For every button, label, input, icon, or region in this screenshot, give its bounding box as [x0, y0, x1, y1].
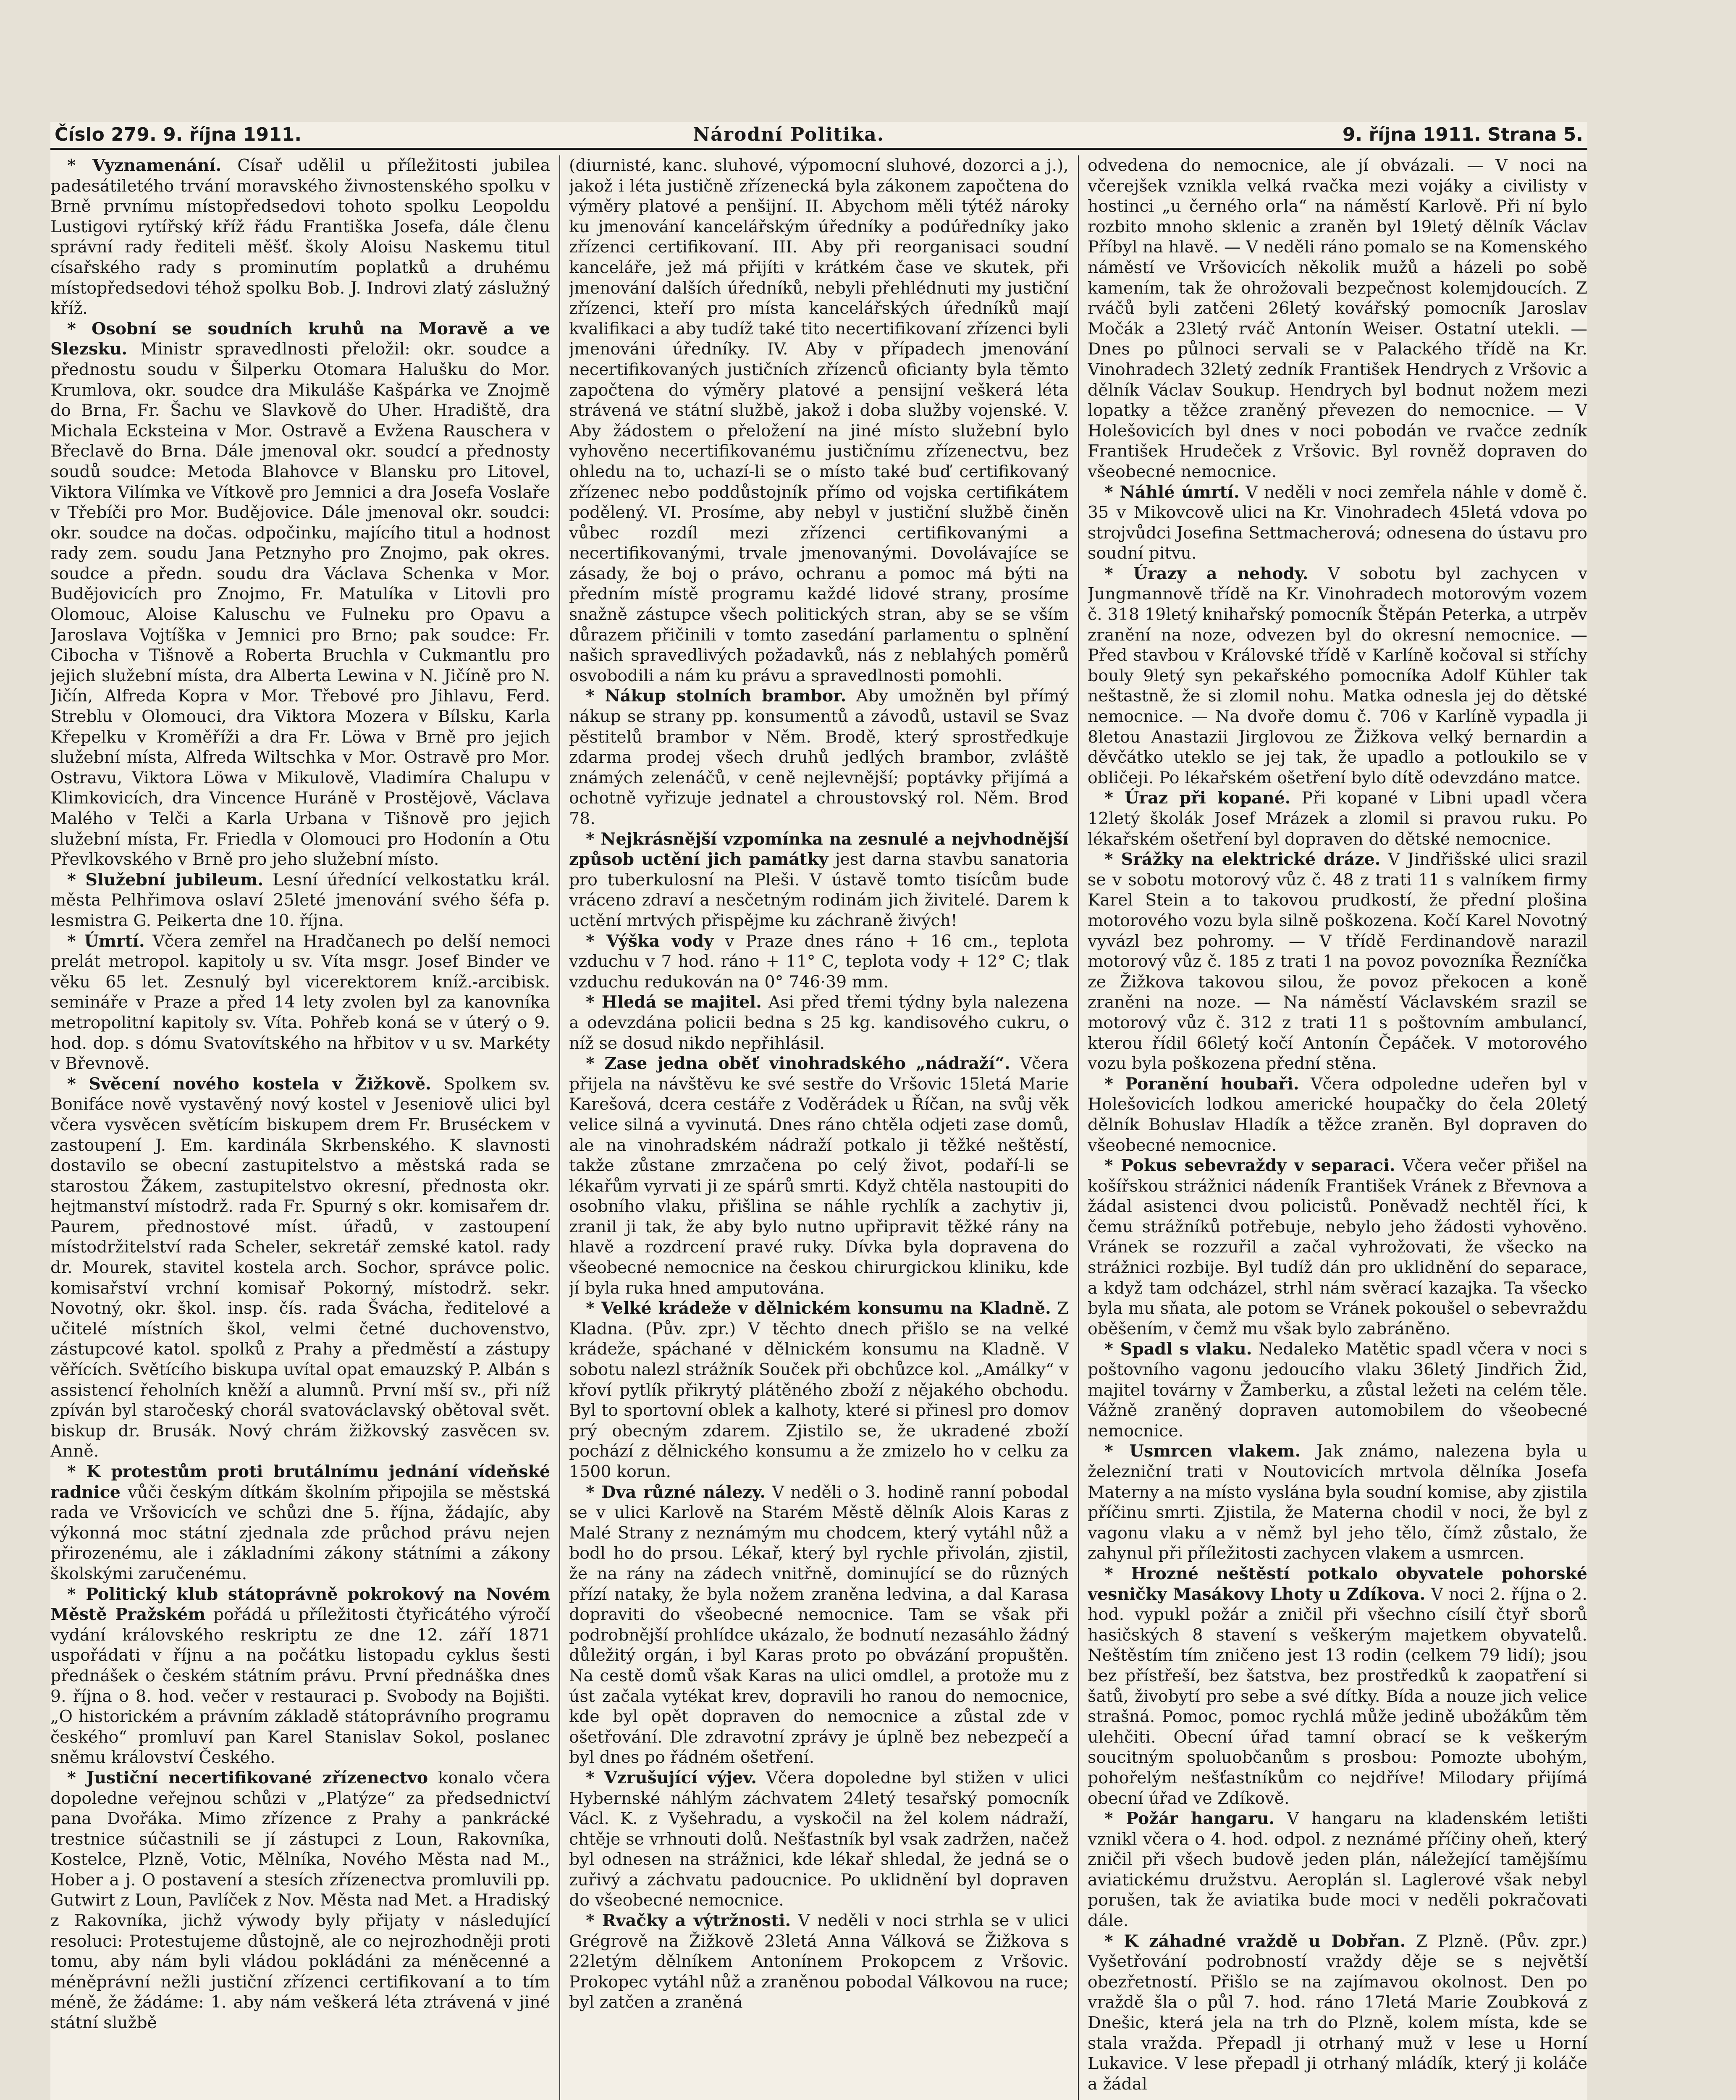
article	[569, 686, 1069, 829]
article-heading: * Výška vody	[586, 931, 714, 951]
article	[50, 1768, 550, 2033]
article	[1088, 788, 1587, 849]
article	[1088, 1441, 1587, 1564]
article-heading: * Náhlé úmrtí.	[1104, 482, 1240, 502]
article-heading: * Justiční necertifikované zřízenectvo	[67, 1768, 428, 1788]
article	[569, 1768, 1069, 1911]
column-3	[1088, 155, 1587, 2100]
article	[569, 931, 1069, 992]
article-body: (diurnisté, kanc. sluhové, výpomocní sluhové, dozorci a j.), jakož i léta justičně zřízenecká byla zákonem započtena do výměry platové a penšijní. II. Abychom měli týtéž nároky ku jmenování kancelářským úředníky a podúředníky jako zřízenci certifikovaní. III. Aby při reorganisaci soudní kanceláře, jež má přijíti v krátkém čase ve skutek, při jmenování dalších úředníků, nebyli přehlédnuti my justiční zřízenci, kteří pro místa kancelářských úředníků mají kvalifikaci a aby tudíž také tito necertifikovaní zřízenci byli jmenováni úředníky. IV. Aby v případech jmenování necertifikovaných justičních zřízenců oficianty byla těmto započtena do výměry platové a pensijní veškerá léta strávená ve státní službě, jakož i doba služby vojenské. V. Aby žádostem o přeložení na jiné místo služební bylo vyhověno necertifikovanému justičnímu zřízenectvu, bez ohledu na to, uchazí-li se o místo také buď certifikovaný zřízenec nebo poddůstojník přímo od vojska certifikátem podělený. VI. Prosíme, aby nebyl v justiční službě činěn vůbec rozdíl mezi zřízenci certifikovanými a necertifikovanými, trvale jmenovanými. Dovolávajíce se zásady, že boj o právo, ochranu a pomoc má býti na předním místě programu každé lidové strany, prosíme snažně zástupce všech politických stran, aby se se vším důrazem přičinili v tomto zasedání parlamentu o splnění našich spravedlivých požadavků, nás z neblahých poměrů osvobodili a nám ku právu a spravedlnosti pomohli.	[569, 156, 1069, 685]
article-body: Včera přijela na návštěvu ke své sestře do Vršovic 15letá Marie Karešová, dcera cestáře z Voděrádek u Říčan, na svůj věk velice silná a vyvinutá. Dnes ráno chtěla odjeti zase domů, ale na vinohradském nádraží potkalo ji těžké neštěstí, takže zůstane zmrzačena po celý život, podaří-li se lékařům vyrvati ji ze spárů smrti. Když chtěla nastoupiti do osobního vlaku, přišlina se náhle rychlík a zachytiv ji, zranil ji tak, že aby bylo nutno upřipravit těžké rány na hlavě a rozdrcení pravé ruky. Dívka byla dopravena do všeobecné nemocnice na českou chirurgickou kliniku, kde jí byla ruka hned amputována.	[569, 1054, 1069, 1298]
article-heading: * K protestům proti brutálnímu jednání vídeňské radnice	[50, 1462, 550, 1502]
article-body: Lesní úřednící velkostatku král. města Pelhřimova oslaví 25leté jmenování svého šéfa p. lesmistra G. Peikerta dne 10. října.	[50, 870, 550, 930]
article-body: Z Plzně. (Pův. zpr.) Vyšetřování podrobností vraždy děje se s největší obezřetností. Přišlo se na zajímavou okolnost. Den po vraždě šla o půl 7. hod. ráno 17letá Marie Zoubková z Dnešic, která jela na trh do Plzně, kolem místa, kde se stala vražda. Přepadl ji otrhaný muž v lese u Horní Lukavice. V lese přepadl ji otrhaný mládík, který ji koláče a žádal	[1088, 1931, 1587, 2094]
article-heading: * Velké krádeže v dělnickém konsumu na Kladně.	[586, 1299, 1051, 1318]
column-1	[50, 155, 550, 2100]
article	[569, 1482, 1069, 1768]
article	[569, 1298, 1069, 1482]
article-heading: * Vyznamenání.	[67, 156, 222, 175]
article-heading: * Nejkrásnější vzpomínka na zesnulé a nejvhodnější způsob uctění jich památky	[569, 829, 1069, 869]
article-body: Císař udělil u příležitosti jubilea padesátiletého trvání moravského živnostenského spolku v Brně prvnímu místopředsedovi tohoto spolku Leopoldu Lustigovi rytířský kříž řádu Františka Josefa, dále členu správní rady řediteli měšť. školy Aloisu Naskemu titul císařského rady s prominutím poplatků a druhému místopředsedovi téhož spolku Bob. J. Indrovi zlatý záslužný kříž.	[50, 156, 550, 318]
page-header	[50, 122, 1587, 150]
article-body: Včera odpoledne udeřen byl v Holešovicích lodkou americké houpačky do čela 20letý dělník Bohuslav Hladík a těžce zraněn. Byl dopraven do všeobecné nemocnice.	[1088, 1074, 1587, 1155]
article	[1088, 1931, 1587, 2095]
article-body: Aby umožněn byl přímý nákup se strany pp. konsumentů a závodů, ustavil se Svaz pěstitelů brambor v Něm. Brodě, který sprostředkuje zdarma prodej všech druhů jedlých brambor, zvláště známých zelenáčů, v ceně nejlevnější; poptávky přijímá a ochotně vyřizuje jednatel a chroustovský rol. Něm. Brod 78.	[569, 686, 1069, 828]
article-heading: * Služební jubileum.	[67, 870, 264, 890]
article	[569, 1911, 1069, 2013]
article	[1088, 1339, 1587, 1441]
column-divider	[1078, 155, 1079, 2100]
article-body: vůči českým dítkám školním připojila se městská rada ve Vršovicích ve schůzi dne 5. října, žádajíc, aby výkonná moc státní zjednala zde průchod právu nejen přirozenému, ale i základními zákony státními a zákony školskými zaručenému.	[50, 1482, 550, 1583]
article-heading: * Zase jedna oběť vinohradského „nádraží“.	[586, 1054, 1010, 1074]
article-heading: * Politický klub státoprávně pokrokový na Novém Městě Pražském	[50, 1584, 550, 1625]
article-body: V neděli o 3. hodině ranní pobodal se v ulici Karlově na Starém Městě dělník Alois Karas z Malé Strany z neznámým mu chodcem, který vytáhl nůž a bodl ho do prsou. Lékař, který byl rychle přivolán, zjistil, že na rány na zádech vnitřně, dominující se do různých přízí nataky, že byla nožem zraněna ledvina, a dal Karasa dopraviti do všeobecné nemocnice. Tam se však při podrobnější prohlídce ukázalo, že bodnutí nezasáhlo žádný důležitý orgán, i byl Karas proto po obvázání propuštěn. Na cestě domů však Karas na ulici omdlel, a protože mu z úst začala vytékat krev, dopravili ho ranou do nemocnice, kde byl opět dopraven do nemocnice a zůstal zde v ošetřování. Dle zdravotní zprávy je úplně bez nebezpečí a byl dnes po řádném ošetření.	[569, 1482, 1069, 1767]
article	[50, 319, 550, 870]
article	[50, 870, 550, 931]
article-body: odvedena do nemocnice, ale jí obvázali. — V noci na včerejšek vznikla velká rvačka mezi vojáky a civilisty v hostinci „u černého orla“ na náměstí Karlově. Při ní bylo rozbito mnoho sklenic a zraněn byl 19letý dělník Václav Příbyl na hlavě. — V neděli ráno pomalo se na Komenského náměstí ve Vršovicích několik mužů a házeli po sobě kamením, tak že ohrožovali bezpečnost kolemjdoucích. Z rváčů byli zatčeni 26letý kovářský pomocník Jaroslav Močák a 23letý rváč Antonín Weiser. Ostatní utekli. — Dnes po půlnoci servali se v Palackého třídě na Kr. Vinohradech 32letý zedník František Hendrych z Vršovic a dělník Václav Soukup. Hendrych byl bodnut nožem mezi lopatky a těžce zraněný převezen do nemocnice. — V Holešovicích byl dnes v noci pobodán ve rvačce zedník František Hrudeček z Vršovic. Byl rovněž dopraven do všeobecné nemocnice.	[1088, 156, 1587, 481]
article	[569, 155, 1069, 686]
article	[1088, 1809, 1587, 1931]
article-body: Včera večer přišel na košířskou strážnici nádeník František Vránek z Břevnova a žádal asistenci dvou policistů. Poněvadž nechtěl říci, k čemu strážníků potřebuje, nebylo jeho žádosti vyhověno. Vránek se rozzuřil a začal vyhrožovati, že všecko na strážnici rozbije. Byl tudíž dán pro uklidnění do separace, a když tam odcházel, strhl nám svěrací kazajka. Ta všecko byla mu sňata, ale potom se Vránek pokoušel o sebevraždu oběšením, v čemž mu však bylo zabráněno.	[1088, 1156, 1587, 1339]
article-heading: * Srážky na elektrické dráze.	[1104, 850, 1381, 869]
article-heading: * Úrazy a nehody.	[1104, 564, 1309, 583]
article-body: konalo včera dopoledne veřejnou schůzi v „Platýze“ za předsednictví pana Dvořáka. Mimo zřízence z Prahy a pankrácké trestnice súčastnili se jí zástupci z Loun, Rakovníka, Kostelce, Plzně, Votic, Mělníka, Nového Města nad M., Hober a j. O postavení a stesích zřízenectva promluvili pp. Gutwirt z Loun, Pavlíček z Nov. Města nad Met. a Hradiský z Rakovníka, jichž výwody byly přijaty v následující resoluci: Protestujeme důstojně, ale co nejrozhodněji proti tomu, aby nám byli vládou pokládáni za méněcenné a méněprávní nežli justiční zřízenci certifikovaní a to tím méně, že žádáme: 1. aby nám veškerá léta ztrávená v jiné státní službě	[50, 1768, 550, 2033]
article-heading: * Rvačky a výtržnosti.	[586, 1911, 791, 1931]
article	[50, 155, 550, 319]
article-heading: * Úraz při kopané.	[1104, 788, 1291, 808]
article-heading: * Poranění houbaři.	[1104, 1074, 1299, 1094]
article	[1088, 155, 1587, 482]
article-body: V hangaru na kladenském letišti vznikl včera o 4. hod. odpol. z neznámé příčiny oheň, který zničil při všech budově jeden plán, náležející tamějšímu aviatickému družstvu. Aeroplán sl. Laglerové však nebyl porušen, tak že aviatika bude moci v neděli pokračovati dále.	[1088, 1809, 1587, 1931]
article	[50, 1462, 550, 1584]
article-body: V noci 2. října o 2. hod. vypukl požár a zničil při všechno císilí čtyř sborů hasičských 8 stavení s veškerým majetkem obyvatelů. Neštěstím tím zničeno jest 13 rodin (celkem 79 lidí); jsou bez přístřeší, bez šatstva, bez prostředků k zaopatření si šatů, živobytí pro sebe a své dítky. Bída a nouze jich velice strašná. Pomoc, pomoc rychlá může jedině ubožákům těm ulehčiti. Obecní úřad tamní obrací se k veškerým soucitným spoluobčanům s prosbou: Pomozte ubohým, pohořelým nešťastníkům co nejdříve! Milodary přijímá obecní úřad ve Zdíkově.	[1088, 1584, 1587, 1808]
article	[569, 1053, 1069, 1298]
article-body: V neděli v noci strhla se v ulici Grégrově na Žižkově 23letá Anna Válková se Žižkova s 22letým dělníkem Antonínem Prokopcem z Vršovic. Prokopec vytáhl nůž a zraněnou pobodal Válkovou na ruce; byl zatčen a zraněná	[569, 1911, 1069, 2012]
article	[1088, 849, 1587, 1074]
article	[50, 931, 550, 1074]
article	[1088, 1564, 1587, 1809]
article-body: Při kopané v Libni upadl včera 12letý školák Josef Mrázek a zlomil si pravou ruku. Po lékařském ošetření byl dopraven do dětské nemocnice.	[1088, 788, 1587, 849]
article-body: pořádá u příležitosti čtyřicátého výročí vydání královského reskriptu ze dne 12. září 1871 uspořádati v říjnu a na počátku listopadu cyklus šesti přednášek o českém státním právu. První přednáška dnes 9. října o 8. hod. večer v restauraci p. Svobody na Bojišti. „O historickém a právním základě státoprávního programu českého“ promluví pan Karel Stanislav Sokol, poslanec sněmu království Českého.	[50, 1605, 550, 1767]
article-heading: * Svěcení nového kostela v Žižkově.	[67, 1074, 431, 1094]
article-heading: * Hledá se majitel.	[586, 992, 762, 1012]
article-body: Jak známo, nalezena byla u železniční trati v Noutovicích mrtvola dělníka Josefa Materny a na místo vyslána byla soudní komise, aby zjistila příčinu smrti. Zjistila, že Materna chodil v noci, že byl z vagonu vlaku a v němž byl jeho tělo, čímž zůstalo, že zahynul při příležitosti zachycen vlakem a usmrcen.	[1088, 1441, 1587, 1563]
column-divider	[559, 155, 560, 2100]
article-body: V neděli v noci zemřela náhle v domě č. 35 v Mikovcově ulici na Kr. Vinohradech 45letá vdova po strojvůdci Josefina Settmacherová; odnesena do ústavu pro soudní pitvu.	[1088, 482, 1587, 563]
article-body: Nedaleko Matětic spadl včera v noci s poštovního vagonu jedoucího vlaku 36letý Jindřich Žid, majitel továrny v Žamberku, a zůstal ležeti na celém těle. Vážně zraněný dopraven automobilem do všeobecné nemocnice.	[1088, 1339, 1587, 1441]
article-body: jest darna stavbu sanatoria pro tuberkulosní na Pleši. V ústavě tomto tisícům bude vráceno zdraví a nesčetným rodinám jich živitelé. Darem k uctění mrtvých přispějme ku záchraně živých!	[569, 850, 1069, 930]
article-body: V sobotu byl zachycen v Jungmannově třídě na Kr. Vinohradech motorovým vozem č. 318 19letý knihařský pomocník Štěpán Peterka, a utrpěv zranění na noze, odvezen byl do okresní nemocnice. — Před stavbou v Královské třídě v Karlíně kočoval si stříchy bouly 9letý syn pekařského pomocníka Adolf Kühler tak neštastně, že si zlomil nohu. Matka odnesla jej do dětské nemocnice. — Na dvoře domu č. 706 v Karlíně vypadla ji 8letou Anastazii Jirglovou ze Žižkova velký bernardin a děvčátko uteklo se jej tak, že upadlo a potloukilo se v obličeji. Po lékařském ošetření bylo dítě odevzdáno matce.	[1088, 564, 1587, 788]
article-heading: * Pokus sebevraždy v separaci.	[1104, 1156, 1395, 1176]
article-body: Z Kladna. (Pův. zpr.) V těchto dnech přišlo se na velké krádeže, spáchané v dělnickém konsumu na Kladně. V sobotu nalezl strážník Souček při obchůzce kol. „Amálky“ v křoví pytlík přikrytý plátěného zboží z nějakého obchodu. Byl to sportovní oblek a kalhoty, které si přinesl pro domov prý obecným zdarem. Zjistilo se, že ukradené zboží pochází z dělnického konsumu a že zmizelo ho v celku za 1500 korun.	[569, 1299, 1069, 1481]
article-body: Ministr spravedlnosti přeložil: okr. soudce a přednostu soudu v Šilperku Otomara Halušku do Mor. Krumlova, okr. soudce dra Mikuláše Kašpárka ve Znojmě do Brna, Fr. Šachu ve Slavkově do Uher. Hradiště, dra Michala Ecksteina v Mor. Ostravě a Evžena Rauschera v Břeclavě do Brna. Dále jmenoval okr. soudcí a přednosty soudů soudce: Metoda Blahovce v Blansku pro Litovel, Viktora Vilímka ve Vítkově pro Jemnici a dra Josefa Voslaře v Třebíči pro Mor. Budějovice. Dále jmenoval okr. soudci: okr. soudce na dočas. odpočinku, majícího titul a hodnost rady zem. soudu Jana Petznyho pro Znojmo, pak okres. soudce a předn. soudu dra Václava Schenka v Mor. Budějovicích pro Znojmo, Fr. Matulíka v Litovli pro Olomouc, Aloise Kaluschu ve Fulneku pro Opavu a Jaroslava Vojtíška v Jemnici pro Brno; pak soudce: Fr. Cibocha v Tišnově a Roberta Bruchla v Cukmantlu pro jejich služební místa, dra Alberta Lewina v N. Jičíně pro N. Jičín, Alfreda Kopra v Mor. Třebové pro Jihlavu, Ferd. Streblu v Olomouci, dra Viktora Mozera v Bílsku, Karla Křepelku v Kroměříži a dra Fr. Löwa v Brně pro jejich služební místa, Alfreda Wiltschka v Mor. Ostravě pro Mor. Ostravu, Viktora Löwa v Mikulově, Vladimíra Chalupu v Klimkovicích, dra Vincence Huráně v Prostějově, Václava Malého v Telči a Karla Urbana v Tišnově pro jejich služební místa, Fr. Friedla v Olomouci pro Hodonín a Otu Převlkovského v Brně pro jeho služební místo.	[50, 339, 550, 869]
article-body: Včera dopoledne byl stižen v ulici Hybernské náhlým záchvatem 24letý tesařský pomocník Václ. K. z Vyšehradu, a vyskočil na žel kolem nádraží, chtěje se vrhnouti dolů. Nešťastník byl vsak zadržen, načež byl odnesen na strážnici, kde lékař shledal, že jedná se o zuřivý a záchvatu padoucnice. Po uklidnění byl dopraven do všeobecné nemocnice.	[569, 1768, 1069, 1910]
article-heading: * Dva různé nálezy.	[586, 1482, 766, 1502]
article-heading: * Usmrcen vlakem.	[1104, 1441, 1301, 1461]
article	[569, 992, 1069, 1053]
article-body: v Praze dnes ráno + 16 cm., teplota vzduchu v 7 hod. ráno + 11° C, teplota vody + 12° C; tlak vzduchu redukován na 0° 746·39 mm.	[569, 931, 1069, 992]
newspaper-page	[50, 122, 1587, 2100]
article	[1088, 564, 1587, 788]
page-number: 9. října 1911. Strana 5.	[1342, 124, 1583, 145]
article-heading: * K záhadné vraždě u Dobřan.	[1104, 1931, 1406, 1951]
article-heading: * Nákup stolních brambor.	[586, 686, 847, 706]
article	[1088, 482, 1587, 564]
issue-number: Číslo 279. 9. října 1911.	[55, 124, 302, 145]
article	[50, 1584, 550, 1768]
article	[1088, 1074, 1587, 1155]
article-body: Spolkem sv. Bonifáce nově vystavěný nový kostel v Jeseniově ulici byl včera vysvěcen světícím biskupem drem Fr. Bruséckem v zastoupení J. Em. kardinála Skrbenského. K slavnosti dostavilo se obecní zastupitelstvo a městská rada se starostou Žákem, zastupitelstvo okresní, přednosta okr. hejtmanství místodrž. rada Fr. Spurný s okr. komisařem dr. Paurem, přednostové míst. úřadů, v zastoupení místodržitelství rada Scheler, sekretář zemské katol. rady dr. Mourek, stavitel kostela arch. Sochor, správce polic. komisařství vrchní komisař Pokorný, místodrž. sekr. Novotný, okr. škol. insp. čís. rada Švácha, ředitelové a učitelé místních škol, velmi četné duchovenstvo, zástupcové katol. spolků z Prahy a předměstí a zástupy věřících. Světícího biskupa uvítal opat emauzský P. Albán s assistencí řeholních kněží a alumnů. První mší sv., při níž zpíván byl staročeský chorál svatováclavský obětoval svět. biskup dr. Brusák. Nový chrám žižkovský zasvěcen sv. Anně.	[50, 1074, 550, 1461]
column-2	[569, 155, 1069, 2100]
newspaper-title: Národní Politika.	[693, 124, 885, 145]
article-heading: * Požár hangaru.	[1104, 1809, 1275, 1829]
article-body: Včera zemřel na Hradčanech po delší nemoci prelát metropol. kapitoly u sv. Víta msgr. Josef Binder ve věku 65 let. Zesnulý byl vicerektorem kníž.-arcibisk. semináře v Praze a před 14 lety zvolen byl za kanovníka metropolitní kapitoly sv. Víta. Pohřeb koná se v úterý o 9. hod. dop. s dómu Svatovítského na hřbitov v u sv. Markéty v Břevnově.	[50, 931, 550, 1074]
article	[50, 1074, 550, 1462]
article-heading: * Spadl s vlaku.	[1104, 1339, 1252, 1359]
article-body: Asi před třemi týdny byla nalezena a odevzdána policii bedna s 25 kg. kandisového cukru, o níž se dosud nikdo nepřihlásil.	[569, 992, 1069, 1053]
article-body: V Jindřišské ulici srazil se v sobotu motorový vůz č. 48 z trati 11 s valníkem firmy Karel Stein a to takovou prudkostí, že přední plošina motorového vozu byla silně poškozena. Kočí Karel Novotný vyvázl bez pohromy. — V třídě Ferdinandově narazil motorový vůz č. 185 z trati 1 na povoz povozníka Řezníčka ze Žižkova takovou silou, že povoz překocen a koně zraněni na noze. — Na náměstí Václavském srazil se motorový vůz č. 312 z trati 11 s poštovním ambulancí, kterou řídil 66letý kočí Antonín Čepáček. V motorového vozu byla poškozena přední stěna.	[1088, 850, 1587, 1074]
article-heading: * Vzrušující výjev.	[586, 1768, 757, 1788]
article-heading: * Osobní se soudních kruhů na Moravě a ve Slezsku.	[50, 319, 550, 359]
article	[569, 829, 1069, 931]
article	[1088, 1155, 1587, 1339]
article-heading: * Úmrtí.	[67, 931, 145, 951]
article-heading: * Hrozné neštěstí potkalo obyvatele pohorské vesničky Masákovy Lhoty u Zdíkova.	[1088, 1564, 1587, 1604]
